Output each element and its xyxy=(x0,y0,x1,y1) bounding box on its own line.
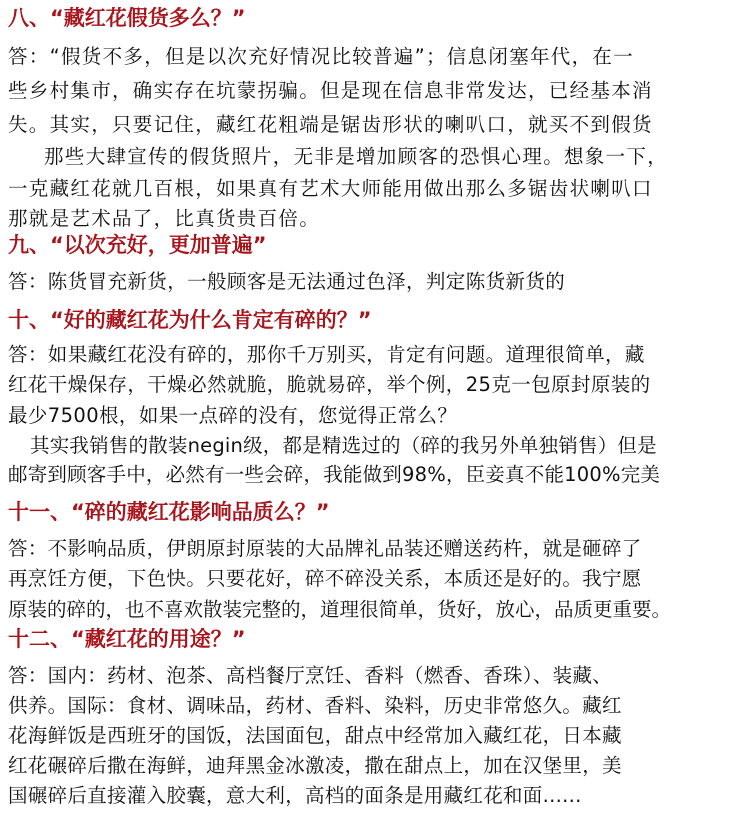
section-8-title: 八、“藏红花假货多么？” xyxy=(8,6,246,30)
section-11-line-3: 原装的碎的，也不喜欢散装完整的，道理很简单，货好，放心，品质更重要。 xyxy=(8,598,672,621)
section-9-line-1: 答：陈货冒充新货，一般顾客是无法通过色泽，判定陈货新货的 xyxy=(8,270,566,293)
section-10-line-3: 最少7500根，如果一点碎的没有，您觉得正常么？ xyxy=(8,404,458,427)
section-10-line-1: 答：如果藏红花没有碎的，那你千万别买，肯定有问题。道理很简单，藏 xyxy=(8,343,645,366)
section-10-title: 十、“好的藏红花为什么肯定有碎的？” xyxy=(8,308,372,332)
section-10-line-5: 邮寄到顾客手中，必然有一些会碎，我能做到98%，臣妾真不能100%完美 xyxy=(8,463,661,486)
section-8-line-3: 失。其实，只要记住，藏红花粗端是锯齿形状的喇叭口，就买不到假货 xyxy=(8,113,653,136)
section-12-line-2: 供养。国际：食材、调味品，药材、香料、染料，历史非常悠久。藏红 xyxy=(8,694,622,717)
section-11-line-2: 再烹饪方便，下色快。只要花好，碎不碎没关系，本质还是好的。我宁愿 xyxy=(8,567,642,590)
section-8-line-2: 些乡村集市，确实存在坑蒙拐骗。但是现在信息非常发达，已经基本消 xyxy=(8,79,653,102)
section-10-line-4: 其实我销售的散装negin级，都是精选过的（碎的我另外单独销售）但是 xyxy=(30,434,657,457)
section-8-line-5: 一克藏红花就几百根，如果真有艺术大师能用做出那么多锯齿状喇叭口 xyxy=(8,177,653,200)
section-8-line-1: 答：“假货不多，但是以次充好情况比较普遍”；信息闭塞年代，在一 xyxy=(8,45,635,68)
section-11-title: 十一、“碎的藏红花影响品质么？” xyxy=(8,500,330,524)
section-12-line-3: 花海鲜饭是西班牙的国饭，法国面包，甜点中经常加入藏红花，日本藏 xyxy=(8,724,622,747)
section-12-line-4: 红花碾碎后撒在海鲜，迪拜黑金冰激凌，撒在甜点上，加在汉堡里，美 xyxy=(8,754,622,777)
section-12-line-1: 答：国内：药材、泡茶、高档餐厅烹饪、香料（燃香、香珠）、装藏、 xyxy=(8,664,613,687)
section-8-line-4: 那些大肆宣传的假货照片，无非是增加顾客的恐惧心理。想象一下， xyxy=(44,145,669,168)
section-12-title: 十二、“藏红花的用途？” xyxy=(8,627,246,651)
section-11-line-1: 答：不影响品质，伊朗原封原装的大品牌礼品装还赠送药杵，就是砸碎了 xyxy=(8,537,642,560)
section-9-title: 九、“以次充好，更加普遍” xyxy=(8,233,267,257)
section-12-line-5: 国碾碎后直接灌入胶囊，意大利，高档的面条是用藏红花和面...... xyxy=(8,784,582,807)
section-10-line-2: 红花干燥保存，干燥必然就脆，脆就易碎，举个例，25克一包原封原装的 xyxy=(8,373,651,396)
section-8-line-6: 那就是艺术品了，比真货贵百倍。 xyxy=(8,207,321,230)
